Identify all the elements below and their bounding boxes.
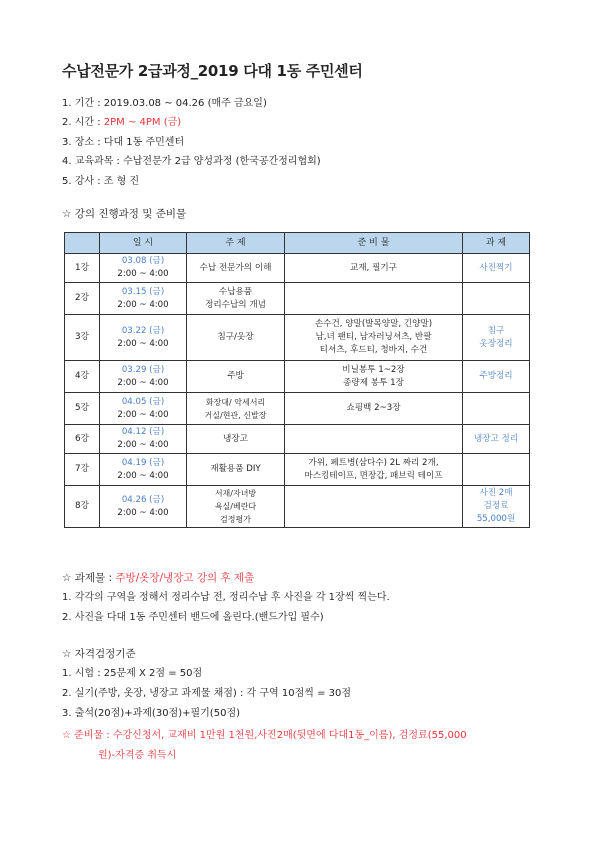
assignment-lines — [62, 588, 390, 628]
lecture-date: 03.29 (금) — [121, 364, 165, 375]
criteria-heading: ☆ 자격검정기준 — [62, 648, 136, 660]
lecture-number: 3강 — [65, 315, 100, 361]
topic-line: 거실/현관, 신발장 — [204, 410, 267, 420]
criteria-line: 2. 실기(주방, 옷장, 냉장고 과제물 채점) : 각 구역 10점씩 = 30점 — [62, 688, 352, 699]
topic-line: 정리수납의 개념 — [205, 299, 266, 310]
table-row — [65, 393, 530, 425]
topic-line: 침구/옷장 — [217, 332, 254, 342]
lecture-materials — [285, 254, 463, 283]
materials-line: 쇼핑백 2~3장 — [346, 403, 401, 413]
info-label: 3. 장소 : — [62, 136, 104, 148]
table-row — [65, 361, 530, 393]
lecture-topic — [187, 454, 285, 486]
materials-line: 종량제 봉투 1장 — [343, 377, 404, 388]
page-title: 수납전문가 2급과정_2019 다대 1동 주민센터 — [62, 62, 363, 80]
lecture-number: 8강 — [65, 486, 100, 528]
lecture-time: 2:00 ~ 4:00 — [117, 377, 169, 388]
column-header: 과 제 — [463, 233, 530, 254]
info-line — [62, 94, 321, 113]
column-header: 주 제 — [187, 233, 285, 254]
lecture-datetime — [100, 315, 187, 361]
preparation-note-line: 원)-자격증 취득시 — [98, 750, 177, 761]
topic-line: 수납 전문가의 이해 — [199, 262, 272, 273]
info-value: 수납전문가 2급 양성과정 (한국공간정리협회) — [123, 156, 321, 168]
lecture-datetime — [100, 361, 187, 393]
topic-line: 검정평가 — [220, 515, 251, 524]
table-row — [65, 315, 530, 361]
topic-line: 주방 — [227, 371, 244, 381]
info-line — [62, 133, 321, 152]
lecture-materials — [285, 486, 463, 528]
info-value: 조 형 진 — [103, 175, 140, 187]
homework-line: 옷장정리 — [479, 338, 513, 349]
lecture-datetime — [100, 486, 187, 528]
materials-line: 가위, 페트병(삼다수) 2L 짜리 2개, — [308, 457, 439, 468]
assignment-line: 2. 사진을 다대 1동 주민센터 밴드에 올린다.(밴드가입 필수) — [62, 612, 324, 623]
materials-line: 티셔츠, 후드티, 청바지, 수건 — [319, 345, 428, 355]
homework-line: 침구 — [487, 325, 505, 336]
info-value: 2019.03.08 ~ 04.26 (매주 금요일) — [103, 98, 267, 109]
lecture-date: 03.15 (금) — [121, 286, 165, 297]
lecture-datetime — [100, 425, 187, 454]
lecture-datetime — [100, 283, 187, 315]
info-line — [62, 172, 321, 191]
lecture-datetime — [100, 254, 187, 283]
lecture-time: 2:00 ~ 4:00 — [117, 507, 169, 518]
course-info — [62, 94, 321, 191]
lecture-homework — [463, 486, 530, 528]
topic-line: 서재/자녀방 — [214, 489, 257, 498]
lecture-materials — [285, 425, 463, 454]
assignment-label: ☆ 과제물 : — [62, 572, 116, 584]
table-row — [65, 486, 530, 528]
lecture-number: 2강 — [65, 283, 100, 315]
lecture-homework — [463, 283, 530, 315]
criteria-lines — [62, 664, 351, 724]
lecture-materials — [285, 315, 463, 361]
lecture-number: 4강 — [65, 361, 100, 393]
lecture-date: 03.22 (금) — [121, 325, 165, 336]
lecture-topic — [187, 393, 285, 425]
homework-line: 55,000원 — [476, 514, 516, 524]
assignment-heading — [62, 570, 254, 585]
lecture-time: 2:00 ~ 4:00 — [117, 409, 169, 420]
lecture-time: 2:00 ~ 4:00 — [117, 269, 169, 279]
info-label: 4. 교육과목 : — [62, 156, 124, 168]
topic-line: 재활용품 DIY — [210, 464, 261, 474]
table-row — [65, 454, 530, 486]
lecture-materials — [285, 393, 463, 425]
topic-line: 냉장고 — [223, 433, 248, 444]
column-header: 일 시 — [100, 233, 187, 254]
lecture-homework — [463, 454, 530, 486]
lecture-number: 6강 — [65, 425, 100, 454]
info-line — [62, 113, 321, 132]
lecture-date: 04.05 (금) — [121, 396, 165, 407]
lecture-date: 04.12 (금) — [121, 427, 165, 437]
materials-line: 비닐봉투 1~2장 — [342, 364, 405, 375]
assignment-line: 1. 각각의 구역을 정해서 정리수납 전, 정리수납 후 사진을 각 1장씩 찍는다. — [62, 592, 390, 603]
schedule-heading: ☆ 강의 진행과정 및 준비물 — [62, 208, 187, 220]
homework-line: 검정료 — [483, 501, 509, 511]
preparation-note — [62, 726, 552, 766]
info-line — [62, 152, 321, 171]
table-header-row — [65, 233, 530, 254]
lecture-homework — [463, 425, 530, 454]
info-label: 5. 강사 : — [62, 175, 104, 187]
lecture-topic — [187, 254, 285, 283]
homework-line: 사진찍기 — [479, 262, 513, 273]
lecture-date: 04.26 (금) — [121, 494, 165, 505]
lecture-time: 2:00 ~ 4:00 — [117, 440, 169, 450]
lecture-materials — [285, 454, 463, 486]
lecture-topic — [187, 425, 285, 454]
topic-line: 수납용품 — [218, 286, 253, 297]
lecture-topic — [187, 315, 285, 361]
lecture-time: 2:00 ~ 4:00 — [117, 299, 169, 310]
homework-line: 주방정리 — [479, 371, 513, 381]
lecture-datetime — [100, 393, 187, 425]
lecture-homework — [463, 254, 530, 283]
info-value: 2PM ~ 4PM (금) — [103, 117, 182, 129]
lecture-materials — [285, 283, 463, 315]
lecture-number: 5강 — [65, 393, 100, 425]
lecture-number: 7강 — [65, 454, 100, 486]
table-row — [65, 425, 530, 454]
materials-line: 남,녀 팬티, 남자러닝셔츠, 반팔 — [315, 332, 432, 342]
criteria-line: 1. 시험 : 25문제 X 2점 = 50점 — [62, 668, 203, 679]
info-label: 2. 시간 : — [62, 117, 104, 129]
homework-line: 사진 2매 — [479, 488, 513, 498]
lecture-topic — [187, 283, 285, 315]
lecture-homework — [463, 315, 530, 361]
criteria-line: 3. 출석(20점)+과제(30점)+필기(50점) — [62, 708, 240, 719]
materials-line: 교재, 필기구 — [350, 262, 397, 273]
lecture-homework — [463, 393, 530, 425]
lecture-homework — [463, 361, 530, 393]
column-header — [65, 233, 100, 254]
lecture-time: 2:00 ~ 4:00 — [117, 338, 169, 349]
lecture-date: 04.19 (금) — [121, 457, 165, 468]
lecture-topic — [187, 486, 285, 528]
materials-line: 마스킹테이프, 면장갑, 패브릭 테이프 — [304, 470, 443, 481]
lecture-materials — [285, 361, 463, 393]
homework-line: 냉장고 정리 — [473, 433, 519, 444]
table-row — [65, 254, 530, 283]
table-row — [65, 283, 530, 315]
preparation-note-line: ☆ 준비물 : 수강신청서, 교재비 1만원 1천원,사진2매(뒷면에 다대1동_이름), 검정료(55,000 — [62, 730, 467, 741]
column-header: 준 비 물 — [285, 233, 463, 254]
info-value: 다대 1동 주민센터 — [103, 136, 185, 148]
topic-line: 욕실/베란다 — [214, 502, 257, 511]
lecture-time: 2:00 ~ 4:00 — [117, 470, 169, 481]
lecture-number: 1강 — [65, 254, 100, 283]
assignment-value: 주방/옷장/냉장고 강의 후 제출 — [115, 572, 255, 584]
lecture-topic — [187, 361, 285, 393]
schedule-table — [64, 232, 530, 528]
info-label: 1. 기간 : — [62, 98, 104, 109]
materials-line: 손수건, 양말(발목양말, 긴양말) — [314, 319, 433, 329]
lecture-date: 03.08 (금) — [121, 256, 165, 266]
lecture-datetime — [100, 454, 187, 486]
topic-line: 화장대/ 악세서리 — [205, 397, 266, 407]
